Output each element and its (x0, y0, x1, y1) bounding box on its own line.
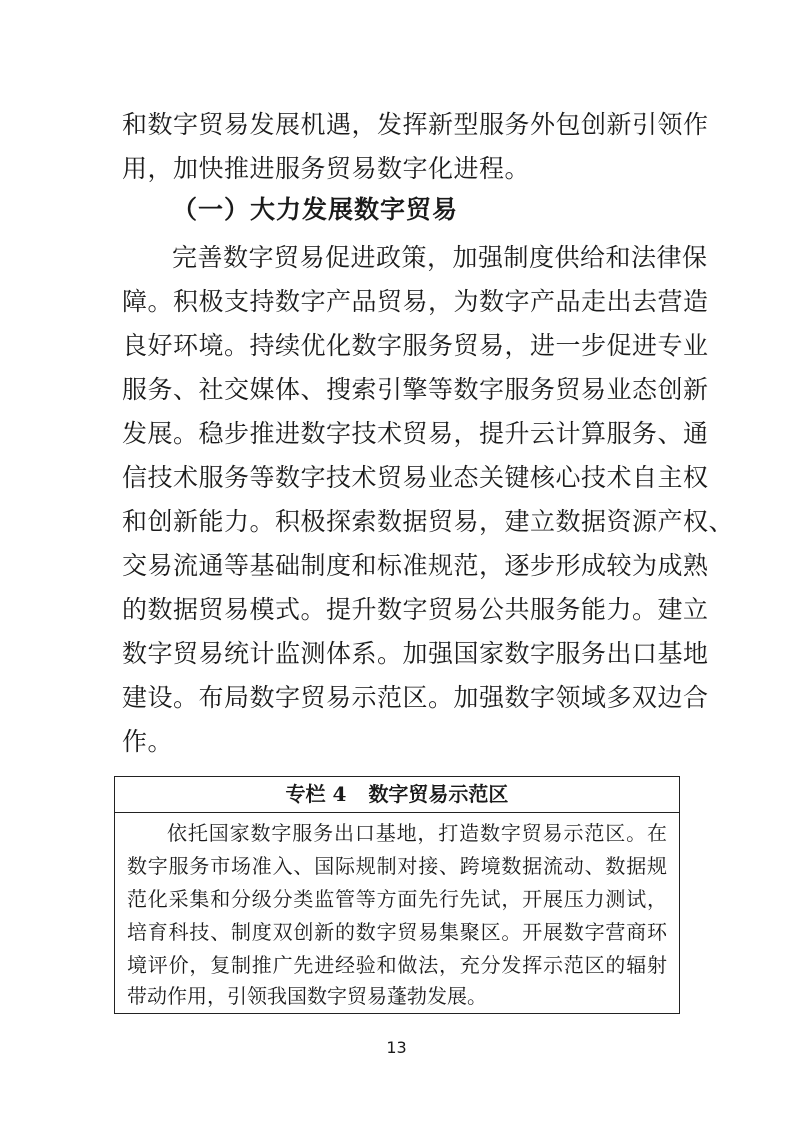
body-line-11: 建设。布局数字贸易示范区。加强数字领域多双边合 (122, 683, 709, 712)
column-box-label: 专栏 4 (285, 782, 347, 806)
column-box-heading: 数字贸易示范区 (368, 782, 509, 806)
body-line-7: 和创新能力。积极探索数据贸易，建立数据资源产权、 (122, 507, 735, 536)
box-line-4: 培育科技、制度双创新的数字贸易集聚区。开展数字营商环 (127, 920, 667, 944)
box-line-1: 依托国家数字服务出口基地，打造数字贸易示范区。在 (167, 821, 667, 845)
column-box (114, 776, 680, 1014)
body-line-8: 交易流通等基础制度和标准规范，逐步形成较为成熟 (122, 551, 709, 580)
column-box-title (115, 777, 679, 813)
section-heading: （一）大力发展数字贸易 (172, 195, 459, 224)
body-line-9: 的数据贸易模式。提升数字贸易公共服务能力。建立 (122, 595, 709, 624)
box-line-5: 境评价，复制推广先进经验和做法，充分发挥示范区的辐射 (127, 953, 667, 977)
intro-line-1: 和数字贸易发展机遇，发挥新型服务外包创新引领作 (122, 110, 709, 139)
body-line-2: 障。积极支持数字产品贸易，为数字产品走出去营造 (122, 287, 709, 316)
body-line-4: 服务、社交媒体、搜索引擎等数字服务贸易业态创新 (122, 375, 709, 404)
body-line-6: 信技术服务等数字技术贸易业态关键核心技术自主权 (122, 463, 709, 492)
body-line-12: 作。 (122, 727, 174, 756)
body-line-3: 良好环境。持续优化数字服务贸易，进一步促进专业 (122, 331, 709, 360)
box-line-3: 范化采集和分级分类监管等方面先行先试，开展压力测试， (127, 887, 667, 911)
body-line-5: 发展。稳步推进数字技术贸易，提升云计算服务、通 (122, 419, 709, 448)
page-number: 13 (386, 1038, 407, 1057)
body-line-10: 数字贸易统计监测体系。加强国家数字服务出口基地 (122, 639, 709, 668)
box-line-6: 带动作用，引领我国数字贸易蓬勃发展。 (127, 984, 487, 1008)
box-line-2: 数字服务市场准入、国际规制对接、跨境数据流动、数据规 (127, 854, 667, 878)
intro-line-2: 用，加快推进服务贸易数字化进程。 (122, 154, 531, 183)
body-line-1: 完善数字贸易促进政策，加强制度供给和法律保 (172, 243, 708, 272)
